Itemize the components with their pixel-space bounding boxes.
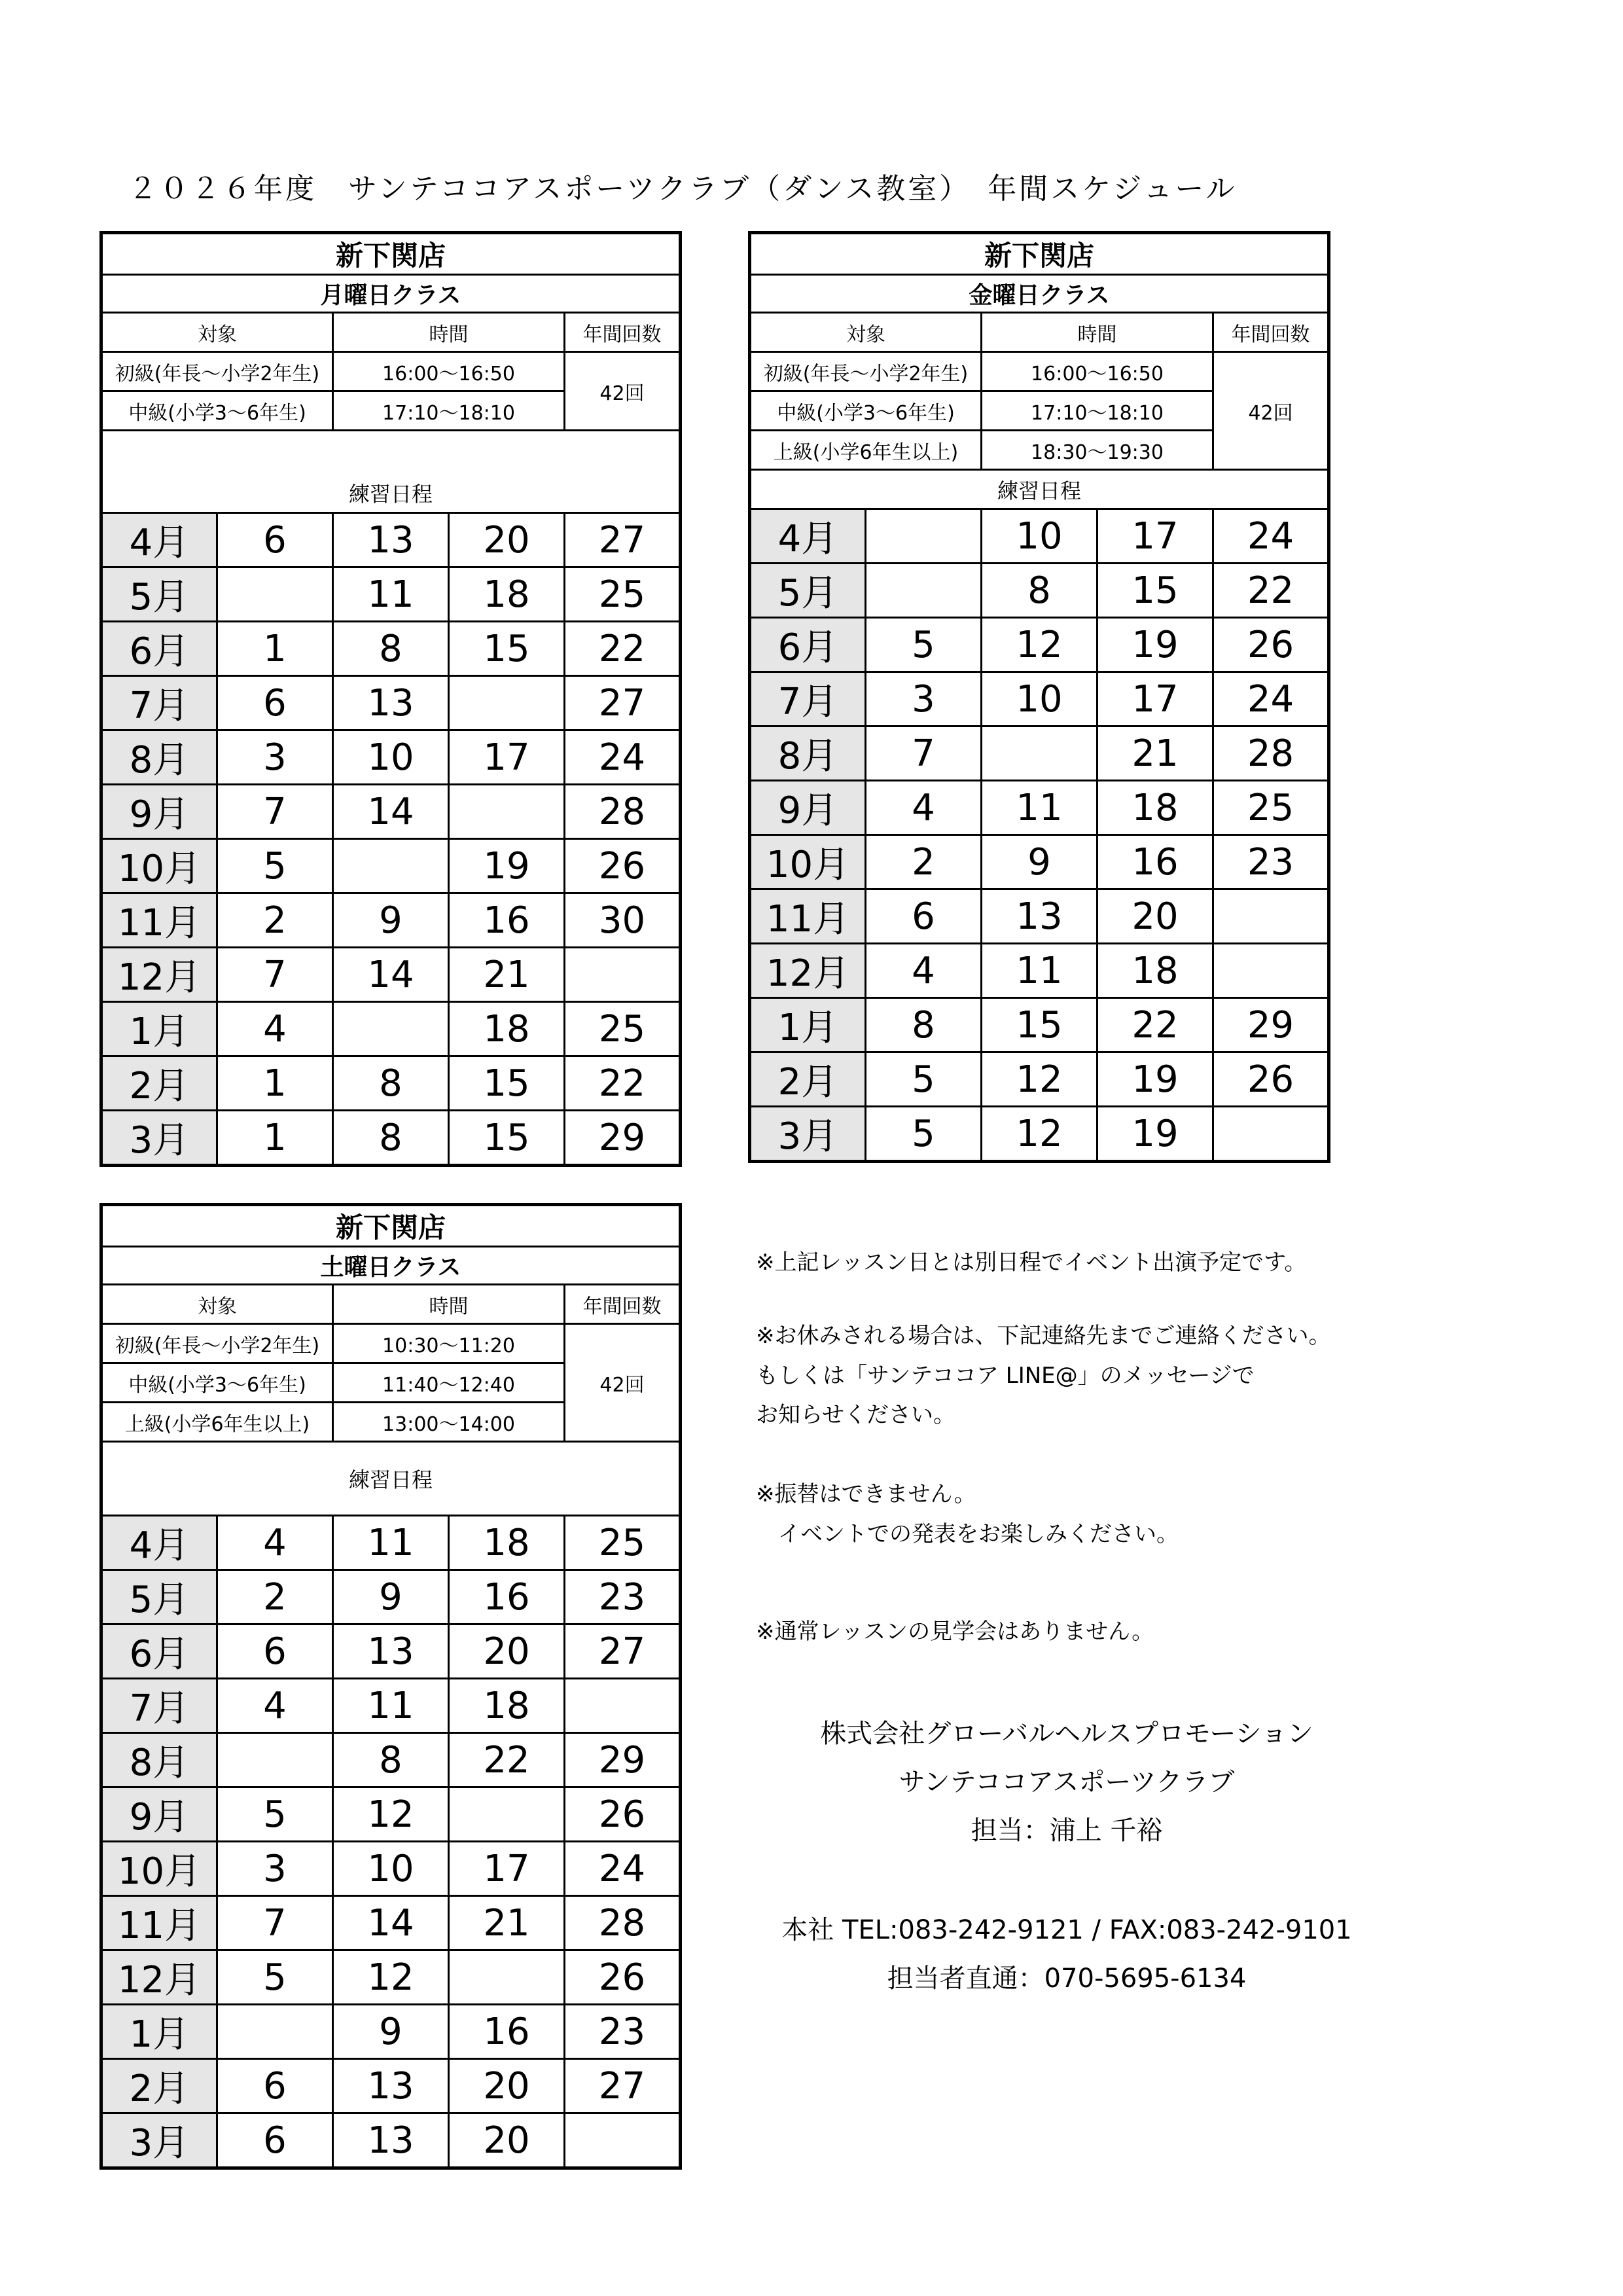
month-cell: 12月 [101,948,217,1002]
month-cell: 10月 [750,835,866,889]
date-cell: 26 [565,1787,681,1842]
date-cell: 26 [1213,618,1329,672]
schedule-row [101,839,681,893]
schedule-row [750,672,1329,726]
level-target: 中級(小学3～6年生) [101,1363,333,1403]
schedule-row [101,513,681,567]
level-time: 10:30～11:20 [333,1324,565,1363]
header-time: 時間 [982,313,1213,352]
month-cell: 12月 [101,1950,217,2005]
date-cell: 26 [565,839,681,893]
date-cell: 24 [1213,672,1329,726]
date-cell: 27 [565,513,681,567]
note-absence-line3: お知らせください。 [756,1402,955,1428]
date-cell: 9 [333,1570,449,1624]
month-cell: 3月 [101,2113,217,2168]
date-cell [982,726,1097,781]
schedule-row [101,1896,681,1950]
date-cell [449,676,565,730]
month-cell: 5月 [101,1570,217,1624]
date-cell: 6 [217,513,333,567]
date-cell: 22 [565,1056,681,1111]
month-cell: 11月 [101,1896,217,1950]
level-target: 上級(小学6年生以上) [101,1403,333,1442]
date-cell: 14 [333,948,449,1002]
schedule-row [101,1679,681,1733]
date-cell: 6 [866,889,982,944]
date-cell: 16 [1097,835,1213,889]
schedule-row [101,730,681,785]
contact-direct-phone: 担当者直通：070-5695-6134 [887,1964,1247,1994]
date-cell: 15 [449,622,565,676]
date-cell: 13 [333,676,449,730]
date-cell: 16 [449,2005,565,2059]
date-cell: 15 [449,1111,565,1166]
date-cell: 8 [866,998,982,1052]
note-transfer-line2: イベントでの発表をお楽しみください。 [756,1521,1179,1547]
date-cell: 12 [982,1107,1097,1162]
level-target: 初級(年長～小学2年生) [101,1324,333,1363]
date-cell: 20 [449,1624,565,1679]
date-cell: 23 [565,2005,681,2059]
date-cell: 29 [1213,998,1329,1052]
month-cell: 8月 [101,1733,217,1787]
date-cell [866,564,982,618]
date-cell: 24 [565,730,681,785]
practice-schedule-label: 練習日程 [101,1442,681,1516]
date-cell [217,567,333,622]
date-cell: 13 [333,1624,449,1679]
date-cell: 11 [333,1516,449,1570]
store-name: 新下関店 [101,233,681,275]
month-cell: 6月 [101,1624,217,1679]
month-cell: 3月 [750,1107,866,1162]
date-cell: 10 [982,672,1097,726]
date-cell: 11 [982,781,1097,835]
level-time: 17:10～18:10 [333,391,565,431]
month-cell: 9月 [101,785,217,839]
monday-schedule-table [99,231,682,1167]
month-cell: 4月 [750,509,866,564]
date-cell: 29 [565,1733,681,1787]
month-cell: 6月 [101,622,217,676]
schedule-row [101,1002,681,1056]
date-cell: 4 [217,1516,333,1570]
level-time: 13:00～14:00 [333,1403,565,1442]
date-cell: 4 [217,1679,333,1733]
date-cell: 28 [1213,726,1329,781]
date-cell [449,1950,565,2005]
note-observation: ※通常レッスンの見学会はありません。 [756,1619,1154,1645]
date-cell [217,2005,333,2059]
date-cell: 24 [1213,509,1329,564]
date-cell: 28 [565,785,681,839]
date-cell: 13 [333,2059,449,2113]
header-target: 対象 [101,313,333,352]
month-cell: 7月 [101,1679,217,1733]
date-cell: 18 [449,1002,565,1056]
schedule-row [101,2113,681,2168]
date-cell: 5 [866,1052,982,1107]
date-cell: 19 [1097,618,1213,672]
date-cell: 10 [982,509,1097,564]
header-time: 時間 [333,1285,565,1324]
date-cell: 21 [449,1896,565,1950]
schedule-row [101,567,681,622]
schedule-row [101,1787,681,1842]
schedule-row [101,1111,681,1166]
date-cell [1213,889,1329,944]
date-cell: 17 [449,730,565,785]
month-cell: 5月 [750,564,866,618]
schedule-row [101,1950,681,2005]
date-cell: 11 [333,567,449,622]
schedule-row [101,676,681,730]
date-cell: 25 [565,567,681,622]
date-cell [1213,1107,1329,1162]
month-cell: 10月 [101,1842,217,1896]
schedule-row [101,948,681,1002]
class-name: 金曜日クラス [750,275,1329,313]
date-cell: 18 [1097,781,1213,835]
date-cell: 19 [449,839,565,893]
date-cell: 7 [217,948,333,1002]
schedule-row [101,2005,681,2059]
month-cell: 5月 [101,567,217,622]
date-cell: 23 [565,1570,681,1624]
date-cell: 12 [982,618,1097,672]
date-cell: 21 [1097,726,1213,781]
date-cell: 28 [565,1896,681,1950]
date-cell [866,509,982,564]
date-cell: 12 [982,1052,1097,1107]
store-name: 新下関店 [101,1205,681,1247]
date-cell [449,1787,565,1842]
date-cell: 18 [449,1516,565,1570]
schedule-row [750,618,1329,672]
date-cell: 29 [565,1111,681,1166]
date-cell: 5 [217,1787,333,1842]
saturday-schedule-table [99,1203,682,2170]
date-cell: 8 [333,1056,449,1111]
date-cell [333,1002,449,1056]
date-cell: 1 [217,622,333,676]
date-cell: 17 [1097,672,1213,726]
note-absence-line1: ※お休みされる場合は、下記連絡先までご連絡ください。 [756,1323,1331,1349]
date-cell: 5 [217,1950,333,2005]
month-cell: 7月 [101,676,217,730]
level-target: 初級(年長～小学2年生) [750,352,982,391]
schedule-row [101,893,681,948]
schedule-row [101,1733,681,1787]
schedule-row [750,944,1329,998]
header-target: 対象 [750,313,982,352]
month-cell: 4月 [101,1516,217,1570]
month-cell: 2月 [750,1052,866,1107]
date-cell: 6 [217,1624,333,1679]
date-cell: 12 [333,1950,449,2005]
schedule-row [101,1516,681,1570]
level-target: 中級(小学3～6年生) [750,391,982,431]
date-cell: 17 [449,1842,565,1896]
annual-count: 42回 [565,352,681,431]
month-cell: 9月 [101,1787,217,1842]
date-cell [333,839,449,893]
level-target: 中級(小学3～6年生) [101,391,333,431]
date-cell [565,2113,681,2168]
date-cell: 15 [982,998,1097,1052]
date-cell: 9 [333,893,449,948]
date-cell: 22 [449,1733,565,1787]
date-cell: 5 [866,1107,982,1162]
date-cell: 5 [866,618,982,672]
schedule-row [101,785,681,839]
date-cell: 25 [1213,781,1329,835]
date-cell: 4 [866,944,982,998]
date-cell: 2 [866,835,982,889]
schedule-row [750,998,1329,1052]
level-time: 18:30～19:30 [982,431,1213,470]
month-cell: 2月 [101,1056,217,1111]
date-cell: 2 [217,1570,333,1624]
date-cell: 20 [449,2059,565,2113]
month-cell: 11月 [750,889,866,944]
month-cell: 9月 [750,781,866,835]
date-cell: 8 [333,1111,449,1166]
date-cell: 20 [449,2113,565,2168]
date-cell: 30 [565,893,681,948]
month-cell: 8月 [101,730,217,785]
date-cell: 10 [333,1842,449,1896]
schedule-row [750,564,1329,618]
friday-schedule-table [748,231,1330,1163]
schedule-row [101,1570,681,1624]
month-cell: 1月 [101,2005,217,2059]
date-cell [449,785,565,839]
date-cell: 11 [982,944,1097,998]
date-cell: 15 [1097,564,1213,618]
month-cell: 11月 [101,893,217,948]
month-cell: 4月 [101,513,217,567]
date-cell: 22 [1097,998,1213,1052]
month-cell: 1月 [101,1002,217,1056]
schedule-row [750,781,1329,835]
date-cell: 23 [1213,835,1329,889]
annual-count: 42回 [1213,352,1329,470]
schedule-row [101,1624,681,1679]
schedule-row [101,1056,681,1111]
date-cell: 8 [333,1733,449,1787]
contact-staff: 担当：浦上 千裕 [971,1816,1163,1846]
class-name: 月曜日クラス [101,275,681,313]
month-cell: 10月 [101,839,217,893]
date-cell: 27 [565,1624,681,1679]
month-cell: 6月 [750,618,866,672]
level-time: 16:00～16:50 [333,352,565,391]
date-cell: 14 [333,1896,449,1950]
date-cell: 22 [565,622,681,676]
month-cell: 2月 [101,2059,217,2113]
contact-club: サンテココアスポーツクラブ [899,1767,1235,1797]
date-cell: 19 [1097,1052,1213,1107]
date-cell: 8 [333,622,449,676]
level-time: 17:10～18:10 [982,391,1213,431]
page-title: ２０２６年度 サンテココアスポーツクラブ（ダンス教室） 年間スケジュール [128,172,1238,206]
date-cell: 6 [217,2059,333,2113]
date-cell: 7 [217,785,333,839]
date-cell: 24 [565,1842,681,1896]
schedule-row [750,726,1329,781]
month-cell: 7月 [750,672,866,726]
level-target: 初級(年長～小学2年生) [101,352,333,391]
schedule-row [101,2059,681,2113]
date-cell: 10 [333,730,449,785]
date-cell: 21 [449,948,565,1002]
store-name: 新下関店 [750,233,1329,275]
header-target: 対象 [101,1285,333,1324]
annual-count: 42回 [565,1324,681,1442]
date-cell: 20 [1097,889,1213,944]
date-cell: 16 [449,893,565,948]
date-cell: 18 [449,1679,565,1733]
date-cell: 25 [565,1516,681,1570]
date-cell: 6 [217,676,333,730]
date-cell: 7 [217,1896,333,1950]
contact-office-phone: 本社 TEL:083-242-9121 / FAX:083-242-9101 [781,1915,1352,1945]
month-cell: 8月 [750,726,866,781]
header-annual-count: 年間回数 [565,313,681,352]
note-absence-line2: もしくは「サンテココア LINE@」のメッセージで [756,1363,1255,1389]
date-cell: 12 [333,1787,449,1842]
date-cell: 17 [1097,509,1213,564]
month-cell: 1月 [750,998,866,1052]
date-cell: 1 [217,1056,333,1111]
level-target: 上級(小学6年生以上) [750,431,982,470]
date-cell: 20 [449,513,565,567]
contact-company: 株式会社グローバルヘルスプロモーション [820,1719,1313,1749]
date-cell: 15 [449,1056,565,1111]
date-cell [565,948,681,1002]
date-cell: 22 [1213,564,1329,618]
date-cell: 1 [217,1111,333,1166]
practice-schedule-label: 練習日程 [101,431,681,513]
header-annual-count: 年間回数 [565,1285,681,1324]
schedule-row [750,889,1329,944]
month-cell: 3月 [101,1111,217,1166]
level-time: 11:40～12:40 [333,1363,565,1403]
header-time: 時間 [333,313,565,352]
date-cell: 13 [982,889,1097,944]
date-cell: 19 [1097,1107,1213,1162]
date-cell: 16 [449,1570,565,1624]
date-cell [1213,944,1329,998]
date-cell: 14 [333,785,449,839]
schedule-row [750,509,1329,564]
date-cell: 13 [333,513,449,567]
schedule-row [750,835,1329,889]
date-cell: 27 [565,2059,681,2113]
date-cell: 27 [565,676,681,730]
date-cell: 7 [866,726,982,781]
note-event: ※上記レッスン日とは別日程でイベント出演予定です。 [756,1249,1307,1276]
date-cell [217,1733,333,1787]
schedule-row [750,1052,1329,1107]
date-cell: 26 [1213,1052,1329,1107]
schedule-row [101,622,681,676]
date-cell: 9 [982,835,1097,889]
date-cell: 3 [217,1842,333,1896]
date-cell: 2 [217,893,333,948]
schedule-row [101,1842,681,1896]
date-cell: 4 [866,781,982,835]
month-cell: 12月 [750,944,866,998]
date-cell: 18 [1097,944,1213,998]
date-cell: 4 [217,1002,333,1056]
date-cell [565,1679,681,1733]
date-cell: 6 [217,2113,333,2168]
date-cell: 3 [217,730,333,785]
practice-schedule-label: 練習日程 [750,470,1329,509]
class-name: 土曜日クラス [101,1247,681,1285]
date-cell: 25 [565,1002,681,1056]
schedule-row [750,1107,1329,1162]
date-cell: 18 [449,567,565,622]
level-time: 16:00～16:50 [982,352,1213,391]
date-cell: 5 [217,839,333,893]
note-transfer-line1: ※振替はできません。 [756,1481,976,1507]
date-cell: 11 [333,1679,449,1733]
date-cell: 13 [333,2113,449,2168]
date-cell: 26 [565,1950,681,2005]
date-cell: 9 [333,2005,449,2059]
date-cell: 8 [982,564,1097,618]
header-annual-count: 年間回数 [1213,313,1329,352]
date-cell: 3 [866,672,982,726]
